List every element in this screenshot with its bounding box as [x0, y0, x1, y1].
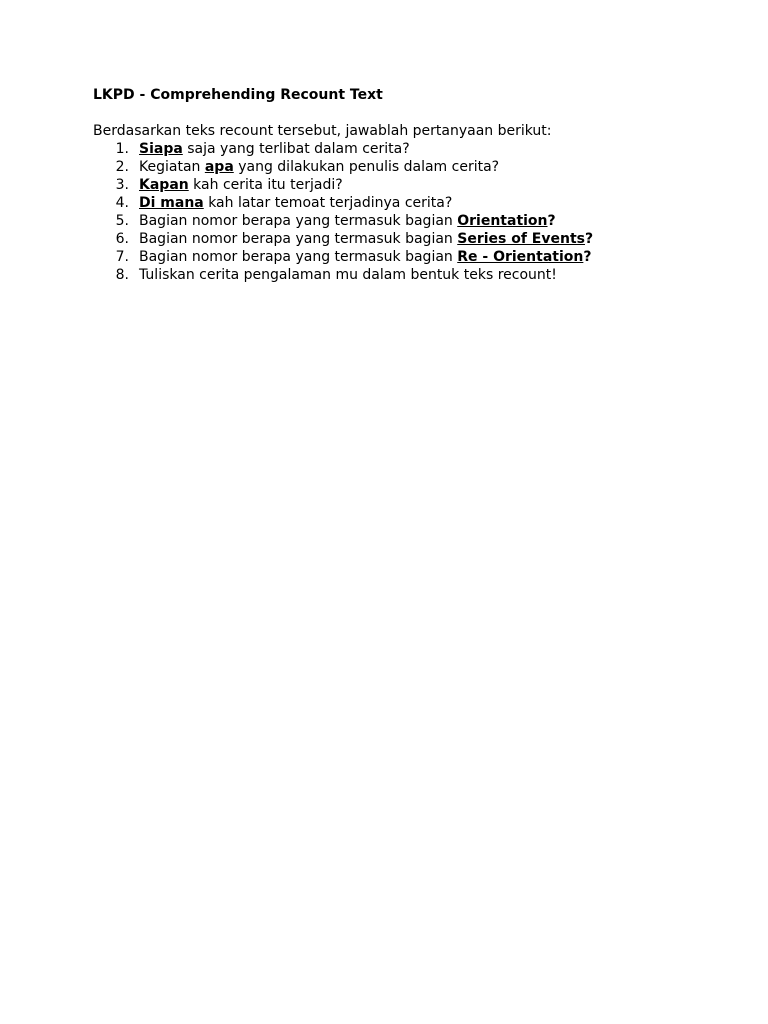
document-title: LKPD - Comprehending Recount Text: [93, 87, 383, 103]
question-item: [93, 266, 733, 284]
question-number: 4.: [115, 195, 129, 211]
question-text: Tuliskan cerita pengalaman mu dalam bentuk teks recount!: [139, 267, 557, 283]
question-number: 6.: [115, 231, 129, 247]
question-item: [93, 248, 733, 266]
question-number: 3.: [115, 177, 129, 193]
question-keyword: apa: [204, 159, 234, 175]
question-item: [93, 158, 733, 176]
question-text: kah cerita itu terjadi?: [188, 177, 343, 193]
question-keyword: Series of Events: [457, 231, 585, 247]
question-number: 2.: [115, 159, 129, 175]
question-text: kah latar temoat terjadinya cerita?: [203, 195, 453, 211]
question-item: [93, 176, 733, 194]
question-keyword: Di mana: [139, 195, 204, 211]
question-item: [93, 212, 733, 230]
question-mark: ?: [583, 249, 592, 265]
question-list: [93, 140, 733, 284]
question-text: Bagian nomor berapa yang termasuk bagian: [139, 231, 458, 247]
question-mark: ?: [584, 231, 594, 247]
question-number: 1.: [115, 141, 129, 157]
instruction-text: Berdasarkan teks recount tersebut, jawablah pertanyaan berikut:: [93, 123, 552, 139]
question-item: [93, 194, 733, 212]
question-item: [93, 140, 733, 158]
question-item: [93, 230, 733, 248]
question-number: 7.: [115, 249, 129, 265]
question-keyword: Orientation: [457, 213, 548, 229]
question-number: 8.: [115, 267, 129, 283]
question-keyword: Siapa: [139, 141, 183, 157]
question-keyword: Kapan: [139, 177, 189, 193]
question-text: Bagian nomor berapa yang termasuk bagian: [139, 213, 458, 229]
question-keyword: Re - Orientation: [457, 249, 584, 265]
question-text: yang dilakukan penulis dalam cerita?: [233, 159, 500, 175]
document-page: [93, 86, 733, 284]
question-text: Kegiatan: [139, 159, 205, 175]
question-number: 5.: [115, 213, 129, 229]
question-text: saja yang terlibat dalam cerita?: [182, 141, 410, 157]
question-text: Bagian nomor berapa yang termasuk bagian: [139, 249, 458, 265]
question-mark: ?: [547, 213, 556, 229]
